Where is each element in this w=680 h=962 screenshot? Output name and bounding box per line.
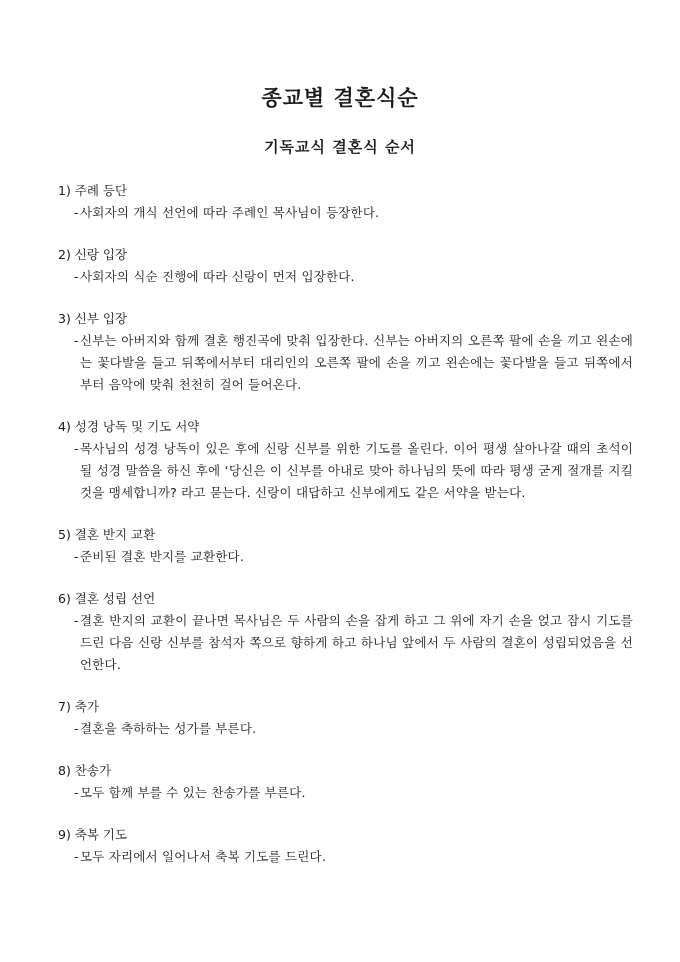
item-heading: 8) 찬송가 xyxy=(58,763,112,778)
list-item xyxy=(58,244,633,288)
page-title: 종교별 결혼식순 xyxy=(261,86,419,110)
item-heading: 3) 신부 입장 xyxy=(58,311,128,326)
item-description-text: 목사님의 성경 낭독이 있은 후에 신랑 신부를 위한 기도를 올린다. 이어 평생 살아나갈 때의 초석이 될 성경 말씀을 하신 후에 ‘당신은 이 신부를 아내로 맞아 하나님의 뜻에 따라 평생 굳게 절개를 지킬 것을 맹세합니까? 라고 묻는다. 신랑이 대답하고 신부에게도 같은 서약을 받는다. xyxy=(80,441,633,500)
item-heading: 9) 축복 기도 xyxy=(58,827,128,842)
dash-marker: - xyxy=(74,441,79,456)
item-description-text: 결혼 반지의 교환이 끝나면 목사님은 두 사람의 손을 잡게 하고 그 위에 자기 손을 얹고 잠시 기도를 드린 다음 신랑 신부를 참석자 쪽으로 향하게 하고 하나님 앞에서 두 사람의 결혼이 성립되었음을 선언한다. xyxy=(80,613,633,672)
dash-marker: - xyxy=(74,269,79,284)
item-description xyxy=(58,202,633,224)
list-item xyxy=(58,760,633,804)
item-description xyxy=(58,718,633,740)
dash-marker: - xyxy=(74,613,79,628)
item-description xyxy=(58,266,633,288)
list-item xyxy=(58,588,633,676)
item-description-text: 신부는 아버지와 함께 결혼 행진곡에 맞춰 입장한다. 신부는 아버지의 오른쪽 팔에 손을 끼고 왼손에는 꽃다발을 들고 뒤쪽에서부터 대리인의 오른쪽 팔에 손을 끼고 왼손에는 꽃다발을 들고 뒤쪽에서부터 음악에 맞춰 천천히 걸어 들어온다. xyxy=(80,333,633,392)
item-heading: 7) 축가 xyxy=(58,699,99,714)
item-description xyxy=(58,330,633,396)
list-item xyxy=(58,180,633,224)
list-item xyxy=(58,696,633,740)
item-description xyxy=(58,546,633,568)
page-subtitle: 기독교식 결혼식 순서 xyxy=(264,138,416,156)
dash-marker: - xyxy=(74,333,79,348)
item-description-text: 모두 자리에서 일어나서 축복 기도를 드린다. xyxy=(80,849,326,864)
dash-marker: - xyxy=(74,721,79,736)
item-description-text: 사회자의 개식 선언에 따라 주례인 목사님이 등장한다. xyxy=(80,205,380,220)
item-description-text: 준비된 결혼 반지를 교환한다. xyxy=(80,549,244,564)
item-description xyxy=(58,782,633,804)
ceremony-order-list xyxy=(58,180,633,868)
dash-marker: - xyxy=(74,849,79,864)
item-description-text: 사회자의 식순 진행에 따라 신랑이 먼저 입장한다. xyxy=(80,269,355,284)
item-description xyxy=(58,610,633,676)
item-description xyxy=(58,438,633,504)
item-heading: 5) 결혼 반지 교환 xyxy=(58,527,156,542)
item-heading: 2) 신랑 입장 xyxy=(58,247,128,262)
item-heading: 4) 성경 낭독 및 기도 서약 xyxy=(58,419,200,434)
list-item xyxy=(58,308,633,396)
item-heading: 6) 결혼 성립 선언 xyxy=(58,591,156,606)
item-description xyxy=(58,846,633,868)
item-description-text: 모두 함께 부를 수 있는 찬송가를 부른다. xyxy=(80,785,306,800)
item-description-text: 결혼을 축하하는 성가를 부른다. xyxy=(80,721,257,736)
dash-marker: - xyxy=(74,549,79,564)
item-heading: 1) 주례 등단 xyxy=(58,183,128,198)
dash-marker: - xyxy=(74,785,79,800)
list-item xyxy=(58,416,633,504)
list-item xyxy=(58,524,633,568)
dash-marker: - xyxy=(74,205,79,220)
list-item xyxy=(58,824,633,868)
